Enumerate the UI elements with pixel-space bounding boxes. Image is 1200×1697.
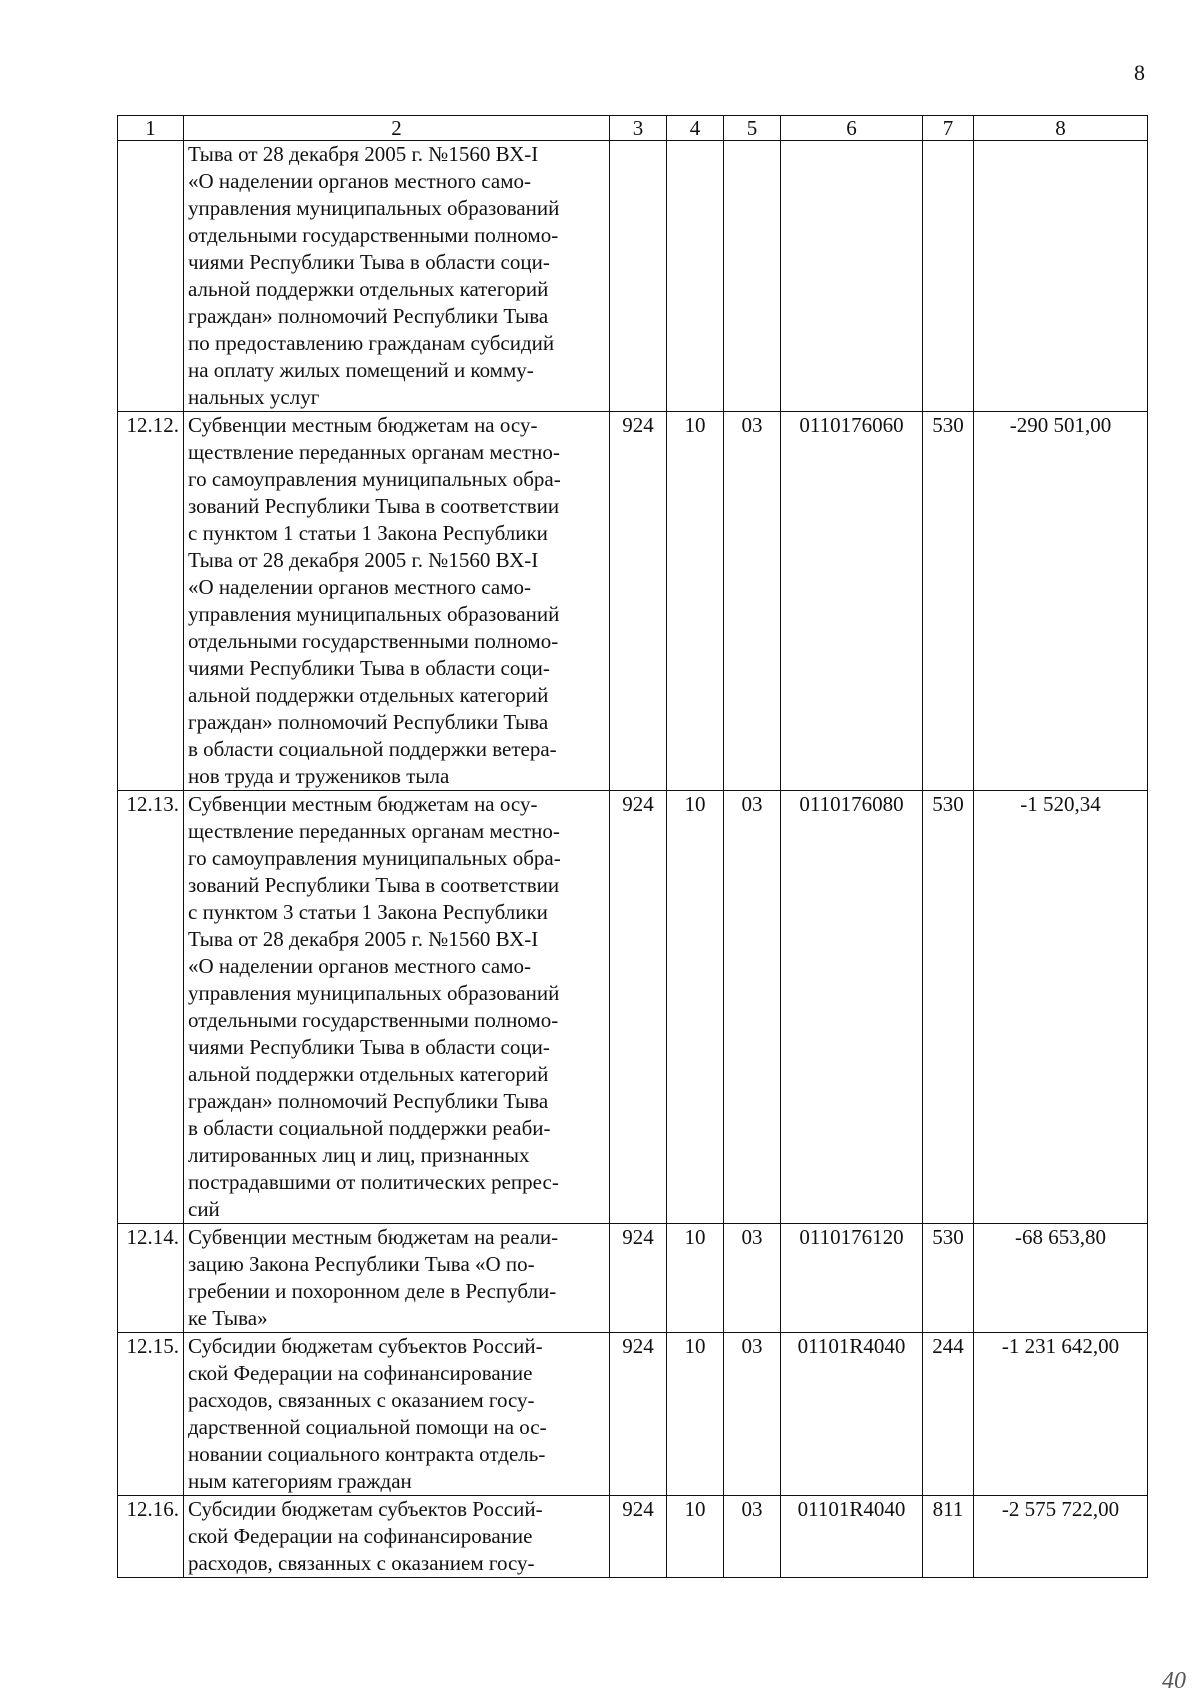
description-line: го самоуправления муниципальных обра- [188,846,561,870]
amount-cell: -1 520,34 [974,791,1148,1224]
header-cell-2: 2 [184,116,610,141]
expense-type-cell: 530 [923,1224,974,1333]
description-line: в области социальной поддержки ветера- [188,737,557,761]
admin-code-cell: 924 [610,1224,667,1333]
expense-type-cell: 530 [923,791,974,1224]
target-article-cell [781,141,923,412]
description-line: альной поддержки отдельных категорий [188,1062,549,1086]
header-cell-6: 6 [781,116,923,141]
description-line: расходов, связанных с оказанием госу- [188,1551,535,1575]
expense-type-cell: 811 [923,1496,974,1578]
target-article-cell: 01101R4040 [781,1496,923,1578]
section-code-cell: 10 [667,1496,724,1578]
description-line: альной поддержки отдельных категорий [188,683,549,707]
amount-cell: -1 231 642,00 [974,1333,1148,1496]
description-line: отдельными государственными полномо- [188,629,559,653]
expense-type-cell: 530 [923,412,974,791]
section-code-cell: 10 [667,791,724,1224]
description-line: «О наделении органов местного само- [188,169,531,193]
description-line: граждан» полномочий Республики Тыва [188,1089,549,1113]
description-line: дарственной социальной помощи на ос- [188,1415,547,1439]
subsection-code-cell: 03 [724,412,781,791]
description-line: новании социального контракта отдель- [188,1442,546,1466]
section-code-cell: 10 [667,1224,724,1333]
subsection-code-cell [724,141,781,412]
header-cell-1: 1 [118,116,184,141]
admin-code-cell: 924 [610,791,667,1224]
subsection-code-cell: 03 [724,1224,781,1333]
amount-cell [974,141,1148,412]
handwritten-mark: 40 [1162,1668,1186,1694]
row-number-cell: 12.16. [118,1496,184,1578]
description-line: ным категориям граждан [188,1469,412,1493]
table-row [118,412,1148,791]
description-line: по предоставлению гражданам субсидий [188,331,555,355]
description-line: управления муниципальных образований [188,602,560,626]
budget-table [117,115,1148,1578]
description-line: зований Республики Тыва в соответствии [188,873,560,897]
admin-code-cell: 924 [610,1333,667,1496]
description-cell [184,141,610,412]
header-cell-5: 5 [724,116,781,141]
description-line: нальных услуг [188,385,320,409]
table-body [118,141,1148,1578]
section-code-cell: 10 [667,1333,724,1496]
description-line: ке Тыва» [188,1306,268,1330]
admin-code-cell: 924 [610,412,667,791]
description-line: альной поддержки отдельных категорий [188,277,549,301]
description-line: отдельными государственными полномо- [188,223,559,247]
table-row [118,141,1148,412]
description-line: Тыва от 28 декабря 2005 г. №1560 ВХ-I [188,548,539,572]
description-cell [184,1333,610,1496]
description-line: чиями Республики Тыва в области соци- [188,1035,550,1059]
header-cell-7: 7 [923,116,974,141]
description-line: зацию Закона Республики Тыва «О по- [188,1252,535,1276]
description-line: зований Республики Тыва в соответствии [188,494,560,518]
description-line: Субсидии бюджетам субъектов Россий- [188,1497,543,1521]
section-code-cell [667,141,724,412]
description-line: сий [188,1197,220,1221]
description-line: го самоуправления муниципальных обра- [188,467,561,491]
description-line: ской Федерации на софинансирование [188,1524,533,1548]
row-number-cell: 12.13. [118,791,184,1224]
description-line: с пунктом 3 статьи 1 Закона Республики [188,900,548,924]
description-line: отдельными государственными полномо- [188,1008,559,1032]
table-row [118,791,1148,1224]
description-line: ской Федерации на софинансирование [188,1361,533,1385]
section-code-cell: 10 [667,412,724,791]
description-line: чиями Республики Тыва в области соци- [188,250,550,274]
admin-code-cell [610,141,667,412]
description-line: расходов, связанных с оказанием госу- [188,1388,535,1412]
expense-type-cell: 244 [923,1333,974,1496]
row-number-cell [118,141,184,412]
expense-type-cell [923,141,974,412]
description-line: граждан» полномочий Республики Тыва [188,304,549,328]
description-line: ществление переданных органам местно- [188,819,560,843]
table-row [118,1496,1148,1578]
description-line: Тыва от 28 декабря 2005 г. №1560 ВХ-I [188,927,539,951]
description-line: на оплату жилых помещений и комму- [188,358,534,382]
page-number: 8 [1134,60,1145,85]
description-cell [184,412,610,791]
description-cell [184,791,610,1224]
description-line: Субвенции местным бюджетам на реали- [188,1225,559,1249]
description-line: гребении и похоронном деле в Республи- [188,1279,557,1303]
row-number-cell: 12.15. [118,1333,184,1496]
header-row [118,116,1148,141]
subsection-code-cell: 03 [724,791,781,1224]
header-cell-8: 8 [974,116,1148,141]
subsection-code-cell: 03 [724,1496,781,1578]
target-article-cell: 01101R4040 [781,1333,923,1496]
subsection-code-cell: 03 [724,1333,781,1496]
header-cell-4: 4 [667,116,724,141]
target-article-cell: 0110176080 [781,791,923,1224]
description-line: в области социальной поддержки реаби- [188,1116,551,1140]
description-line: Субсидии бюджетам субъектов Россий- [188,1334,543,1358]
description-line: литированных лиц и лиц, признанных [188,1143,530,1167]
amount-cell: -290 501,00 [974,412,1148,791]
description-line: Субвенции местным бюджетам на осу- [188,792,538,816]
target-article-cell: 0110176060 [781,412,923,791]
description-line: граждан» полномочий Республики Тыва [188,710,549,734]
table-row [118,1224,1148,1333]
row-number-cell: 12.14. [118,1224,184,1333]
description-line: чиями Республики Тыва в области соци- [188,656,550,680]
amount-cell: -2 575 722,00 [974,1496,1148,1578]
header-cell-3: 3 [610,116,667,141]
description-line: нов труда и тружеников тыла [188,764,450,788]
description-line: пострадавшими от политических репрес- [188,1170,559,1194]
description-cell [184,1496,610,1578]
description-line: «О наделении органов местного само- [188,575,531,599]
table-row [118,1333,1148,1496]
description-line: управления муниципальных образований [188,196,560,220]
description-line: Субвенции местным бюджетам на осу- [188,413,538,437]
description-line: «О наделении органов местного само- [188,954,531,978]
row-number-cell: 12.12. [118,412,184,791]
description-line: управления муниципальных образований [188,981,560,1005]
target-article-cell: 0110176120 [781,1224,923,1333]
description-cell [184,1224,610,1333]
admin-code-cell: 924 [610,1496,667,1578]
description-line: с пунктом 1 статьи 1 Закона Республики [188,521,548,545]
amount-cell: -68 653,80 [974,1224,1148,1333]
description-line: Тыва от 28 декабря 2005 г. №1560 ВХ-I [188,142,539,166]
description-line: ществление переданных органам местно- [188,440,560,464]
